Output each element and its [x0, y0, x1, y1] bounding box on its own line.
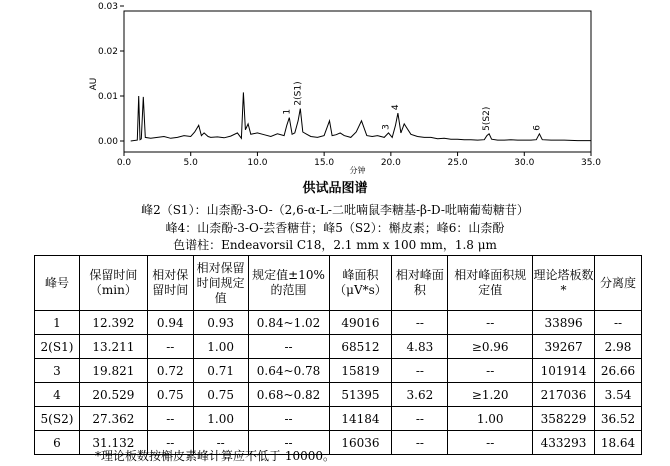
x-tick-label: 10.0	[247, 158, 268, 168]
peak-label: 3	[381, 124, 392, 130]
table-cell: --	[147, 431, 193, 455]
table-cell: 0.94	[147, 311, 193, 335]
table-cell: 1.00	[193, 335, 248, 359]
table-cell: --	[392, 359, 448, 383]
table-cell: 13.211	[79, 335, 147, 359]
y-tick-label: 0.03	[97, 2, 118, 12]
column-header: 峰面积（μV*s）	[329, 256, 392, 311]
plot-frame	[124, 11, 591, 152]
peak-label: 5(S2)	[482, 106, 493, 131]
table-cell: 4	[35, 383, 80, 407]
table-cell: 6	[35, 431, 80, 455]
footnote: *理论板数按槲皮素峰计算应不低于 10000。	[95, 449, 335, 463]
table-cell: 19.821	[79, 359, 147, 383]
table-cell: 39267	[533, 335, 595, 359]
table-cell: 0.93	[193, 311, 248, 335]
table-cell: ≥0.96	[448, 335, 533, 359]
table-cell: 36.52	[595, 407, 642, 431]
table-cell: 2.98	[595, 335, 642, 359]
column-header: 保留时间（min）	[79, 256, 147, 311]
column-header: 峰号	[35, 256, 80, 311]
x-tick-label: 30.0	[514, 158, 535, 168]
column-header: 相对保留时间	[147, 256, 193, 311]
table-cell: 0.75	[147, 383, 193, 407]
caption-line-1: 峰2（S1）：山柰酚-3-O-（2,6-α-L-二吡喃鼠李糖基-β-D-吡喃葡萄糖苷）	[141, 203, 529, 217]
table-cell: 0.75	[193, 383, 248, 407]
figure-title: 供试品图谱	[302, 181, 368, 196]
table-cell: 1.00	[448, 407, 533, 431]
table-cell: --	[147, 335, 193, 359]
table-cell: 101914	[533, 359, 595, 383]
table-cell: 0.64~0.78	[248, 359, 329, 383]
table-cell: 27.362	[79, 407, 147, 431]
table-cell: 18.64	[595, 431, 642, 455]
table-cell: 16036	[329, 431, 392, 455]
table-cell: 2(S1)	[35, 335, 80, 359]
table-row	[35, 311, 642, 335]
table-cell: --	[147, 407, 193, 431]
chromatogram-chart	[0, 0, 670, 175]
peak-label: 6	[532, 125, 543, 131]
x-tick-label: 15.0	[314, 158, 335, 168]
table-cell: 1.00	[193, 407, 248, 431]
column-header: 相对保留时间规定值	[193, 256, 248, 311]
x-tick-label: 5.0	[183, 158, 198, 168]
table-row	[35, 407, 642, 431]
table-cell: 358229	[533, 407, 595, 431]
column-header: 相对峰面积规定值	[448, 256, 533, 311]
table-cell: 14184	[329, 407, 392, 431]
table-cell: --	[248, 335, 329, 359]
x-tick-label: 35.0	[580, 158, 602, 168]
y-tick-label: 0.01	[97, 92, 118, 102]
column-header: 理论塔板数*	[533, 256, 595, 311]
peak-label: 4	[390, 104, 401, 111]
table-cell: --	[392, 407, 448, 431]
peak-label: 1	[282, 108, 293, 115]
system-suitability-table	[34, 255, 642, 455]
caption-line-2: 峰4：山柰酚-3-O-芸香糖苷；峰5（S2）：槲皮素；峰6：山柰酚	[165, 221, 505, 235]
y-tick-label: 0.00	[97, 137, 118, 147]
table-cell: --	[595, 311, 642, 335]
table-cell: 26.66	[595, 359, 642, 383]
table-cell: 0.68~0.82	[248, 383, 329, 407]
table-row	[35, 335, 642, 359]
table-cell: --	[448, 431, 533, 455]
table-cell: 433293	[533, 431, 595, 455]
x-tick-label: 20.0	[380, 158, 401, 168]
table-cell: ≥1.20	[448, 383, 533, 407]
table-cell: --	[248, 407, 329, 431]
chart-axes	[89, 2, 601, 175]
y-tick-label: 0.02	[97, 47, 118, 57]
table-cell: --	[248, 431, 329, 455]
x-tick-label: 0.0	[116, 158, 132, 168]
table-row	[35, 383, 642, 407]
table-cell: 33896	[533, 311, 595, 335]
chart-marks	[131, 81, 591, 141]
table-row	[35, 359, 642, 383]
table-cell: 15819	[329, 359, 392, 383]
table-cell: 68512	[329, 335, 392, 359]
table-cell: --	[448, 311, 533, 335]
column-header: 规定值±10%的范围	[248, 256, 329, 311]
table-cell: --	[193, 431, 248, 455]
table-cell: 31.132	[79, 431, 147, 455]
column-header: 相对峰面积	[392, 256, 448, 311]
table-cell: --	[392, 431, 448, 455]
table-cell: --	[448, 359, 533, 383]
table-cell: 3	[35, 359, 80, 383]
caption-line-3: 色谱柱：Endeavorsil C18，2.1 mm x 100 mm，1.8 μm	[173, 238, 497, 252]
series-line-0	[131, 92, 591, 141]
table-cell: 4.83	[392, 335, 448, 359]
peak-label: 2(S1)	[293, 81, 304, 106]
table-cell: 0.71	[193, 359, 248, 383]
table-cell: 1	[35, 311, 80, 335]
column-header: 分离度	[595, 256, 642, 311]
table-cell: --	[392, 311, 448, 335]
y-axis-label: AU	[89, 77, 99, 91]
table-body	[35, 311, 642, 455]
table-cell: 0.84~1.02	[248, 311, 329, 335]
table-cell: 20.529	[79, 383, 147, 407]
table-cell: 0.72	[147, 359, 193, 383]
table-cell: 51395	[329, 383, 392, 407]
table-cell: 49016	[329, 311, 392, 335]
table-header-row	[35, 256, 642, 311]
table-cell: 3.54	[595, 383, 642, 407]
x-tick-label: 25.0	[447, 158, 468, 168]
table-cell: 217036	[533, 383, 595, 407]
x-axis-label: 分钟	[349, 166, 366, 175]
table-cell: 12.392	[79, 311, 147, 335]
table-cell: 3.62	[392, 383, 448, 407]
table-cell: 5(S2)	[35, 407, 80, 431]
